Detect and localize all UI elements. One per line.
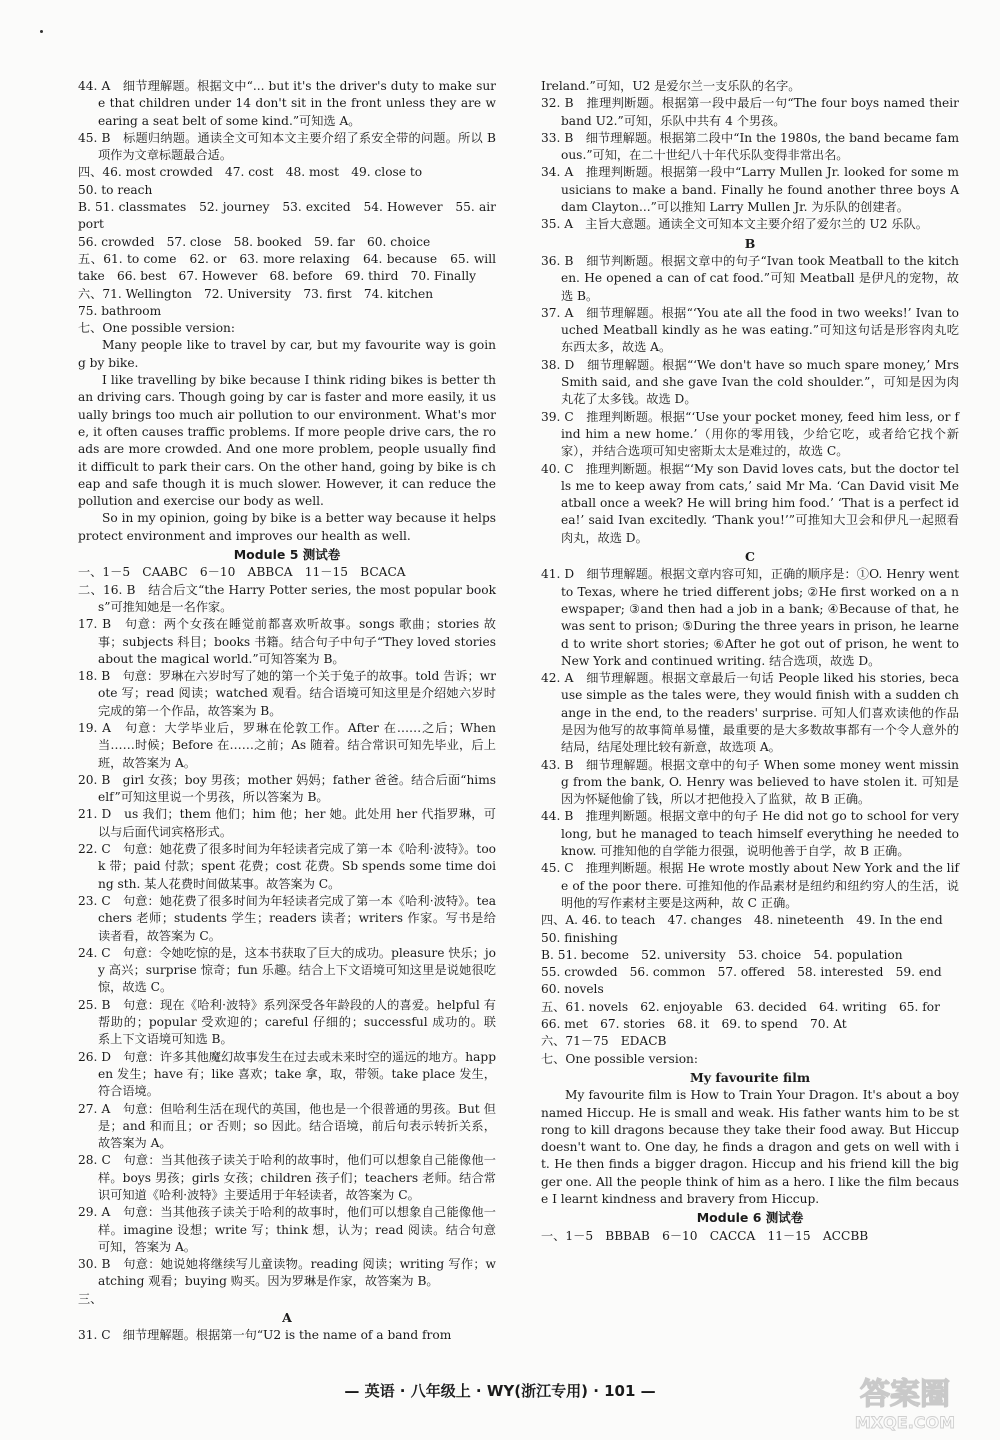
section-7-intro: 七、One possible version: <box>78 321 236 336</box>
m5-section-4-b-end: 60. novels <box>541 982 604 997</box>
answer-30: 30. B 句意：她说她将继续写儿童读物。reading 阅读；writing 写作；watching 观看；buying 购买。因为罗琳是作家，故答案为 B。 <box>78 1257 496 1289</box>
module-5-heading: Module 5 测试卷 <box>233 547 341 563</box>
passage-c-heading: C <box>745 549 755 565</box>
answer-44: 44. A 细节理解题。根据文中“... but it's the driver's duty to make sure that children under 14 don't sit in the front unless they are wearing a seat belt of some kind.”可知选 A。 <box>78 79 496 128</box>
module-6-section-1: 一、1－5 BBBAB 6－10 CACCA 11－15 ACCBB <box>541 1228 869 1243</box>
module-6-heading: Module 6 测试卷 <box>696 1210 804 1226</box>
answer-29: 29. A 句意：当其他孩子读关于哈利的故事时，他们可以想象自己能像他一样。imagine 设想；write 写；think 想，认为；read 阅读。结合句意可知，答案为 A。 <box>78 1205 496 1254</box>
section-4-a: 四、46. most crowded 47. cost 48. most 49. close to <box>78 165 423 180</box>
section-3-label: 三、 <box>78 1291 103 1306</box>
section-5: 五、61. to come 62. or 63. more relaxing 64. because 65. will take 66. best 67. However 68. before 69. third 70. Finally <box>78 251 496 284</box>
answer-21: 21. D us 我们；them 他们；him 他；her 她。此处用 her 代指罗琳，可以与后面代词宾格形式。 <box>78 807 496 839</box>
film-essay: My favourite film is How to Train Your Dragon. It's about a boy named Hiccup. He is small and weak. His father wants him to be strong to kill dragons because they take their food away. But Hiccup doesn't want to. One day, he finds a dragon and gets on well with it. He then finds a bigger dragon. Hiccup and his friend kill the bigger one. All the people think of him as a hero. I like the film because I learnt kindness and bravery from Hiccup. <box>541 1088 959 1206</box>
answer-16: 二、16. B 结合后文“the Harry Potter series, the most popular books”可推知她是一名作家。 <box>78 582 496 614</box>
right-column <box>541 78 959 1245</box>
answer-28: 28. C 句意：当其他孩子读关于哈利的故事时，他们可以想象自己能像他一样。boys 男孩；girls 女孩；children 孩子们；teachers 老师。结合常识可知道《哈利·波特》主要适用于年轻读者，故答案为 C。 <box>78 1153 496 1202</box>
answer-35: 35. A 主旨大意题。通读全文可知本文主要介绍了爱尔兰的 U2 乐队。 <box>541 217 928 232</box>
section-4-b-cont: 56. crowded 57. close 58. booked 59. far 60. choice <box>78 234 431 249</box>
m5-section-4-b-cont: 55. crowded 56. common 57. offered 58. interested 59. end <box>541 965 942 980</box>
m5-section-4-a-cont: 50. finishing <box>541 930 618 945</box>
watermark-logo <box>820 1370 990 1434</box>
answer-32: 32. B 推理判断题。根据第一段中最后一句“The four boys named their band U2.”可知，乐队中共有 4 个男孩。 <box>541 96 959 128</box>
answer-18: 18. B 句意：罗琳在六岁时写了她的第一个关于兔子的故事。told 告诉；wrote 写；read 阅读；watched 观看。结合语境可知这里是介绍她六岁时完成的第一个作品，故答案为 B。 <box>78 669 496 718</box>
answer-40: 40. C 推理判断题。根据“‘My son David loves cats, but the doctor tells me to keep away from cats,’ said Mr Ma. ‘Can David visit Meatball once a week? He will bring him food.’ ‘That is a perfect idea!’ said Ivan excitedly. ‘Thank you!’”可推知大卫会和伊凡一起照看肉丸，故选 D。 <box>541 461 959 545</box>
m5-section-5: 五、61. novels 62. enjoyable 63. decided 64. writing 65. for <box>541 999 940 1014</box>
answer-22: 22. C 句意：她花费了很多时间为年轻读者完成了第一本《哈利·波特》。took 带；paid 付款；spent 花费；cost 花费。Sb spends some time doing sth. 某人花费时间做某事。故答案为 C。 <box>78 842 496 891</box>
passage-b-heading: B <box>744 235 756 251</box>
essay-paragraph-1: Many people like to travel by car, but my favourite way is going by bike. <box>78 338 496 370</box>
answer-38: 38. D 细节理解题。根据“‘We don't have so much spare money,’ Mrs Smith said, and she gave Ivan the cold shoulder.”，可知是因为肉丸花了太多钱。故选 D。 <box>541 357 959 407</box>
answer-20: 20. B girl 女孩；boy 男孩；mother 妈妈；father 爸爸。结合后面“himself”可知这里说一个男孩，所以答案为 B。 <box>78 772 496 805</box>
answer-45: 45. B 标题归纳题。通读全文可知本文主要介绍了系安全带的问题。所以 B 项作为文章标题最合适。 <box>78 130 496 163</box>
answer-37: 37. A 细节理解题。根据“‘You ate all the food in two weeks!’ Ivan touched Meatball kindly as he was eating.”可知这句话是形容肉丸吃东西太多，故选 A。 <box>541 305 959 355</box>
answer-45-m5: 45. C 推理判断题。根据 He wrote mostly about New York and the life of the poor there. 可推知他的作品素材是纽约和纽约穷人的生活，说明他的写作素材主要是这两种，故 C 正确。 <box>541 861 959 910</box>
answer-36: 36. B 细节判断题。根据文章中的句子“Ivan took Meatball to the kitchen. He opened a can of cat food.”可知 Meatball 是伊凡的宠物，故选 B。 <box>541 253 959 303</box>
answer-43: 43. B 细节理解题。根据文章中的句子 When some money went missing from the bank, O. Henry was believed to have stolen it. 可知是因为怀疑他偷了钱，所以才把他投入了监狱，故 B 正确。 <box>541 757 959 807</box>
essay-title: My favourite film <box>689 1069 811 1085</box>
print-speck <box>40 30 43 33</box>
answer-39: 39. C 推理判断题。根据“‘Use your pocket money, feed him less, or find him a new home.’（用你的零用钱，少给它吃，或者给它找个新家），并结合选项可知史密斯太太是难过的，故选 C。 <box>541 409 959 459</box>
m5-section-7-intro: 七、One possible version: <box>541 1051 699 1066</box>
m5-section-4-b: B. 51. become 52. university 53. choice 54. population <box>541 947 903 962</box>
watermark-url: MXQE.COM <box>854 1413 956 1432</box>
m5-section-6: 六、71－75 EDACB <box>541 1034 667 1049</box>
answer-31-cont: Ireland.”可知，U2 是爱尔兰一支乐队的名字。 <box>541 79 801 93</box>
section-4-b: B. 51. classmates 52. journey 53. excited 54. However 55. airport <box>78 200 496 232</box>
answer-17: 17. B 句意：两个女孩在睡觉前都喜欢听故事。songs 歌曲；stories 故事；subjects 科目；books 书籍。结合句子中句子“They loved stories about the magical world.”可知答案为 B。 <box>78 617 496 666</box>
essay-paragraph-2: I like travelling by bike because I think riding bikes is better than driving cars. Though going by car is faster and more easily, it usually brings too much air pollution to our environment. What's more, it often causes traffic problems. If more people drive cars, the roads are more crowded. And one more problem, people usually find it difficult to park their cars. On the other hand, going by bike is cheap and safe though it is much slower. However, it can reduce the pollution and exercise our body as well. <box>78 373 496 509</box>
answer-33: 33. B 细节理解题。根据第二段中“In the 1980s, the band became famous.”可知，在二十世纪八十年代乐队变得非常出名。 <box>541 130 959 163</box>
watermark-text: 答案圈 <box>860 1377 950 1412</box>
section-6-cont: 75. bathroom <box>78 303 162 318</box>
answer-41: 41. D 细节理解题。根据文章内容可知，正确的顺序是：①O. Henry went to Texas, where he tried different jobs; ②He first worked on a newspaper; ③and then had a job in a bank; ④Because of that, he was sent to prison; ⑤During the three years in prison, he learned to write short stories; ⑥After he got out of prison, he went to New York and continued writing. 结合选项，故选 D。 <box>541 567 959 668</box>
m5-section-5-cont: 66. met 67. stories 68. it 69. to spend 70. At <box>541 1017 847 1032</box>
m5-section-4-a: 四、A. 46. to teach 47. changes 48. nineteenth 49. In the end <box>541 913 943 928</box>
answer-26: 26. D 句意：许多其他魔幻故事发生在过去或未来时空的遥远的地方。happen 发生；have 有；like 喜欢；take 拿，取，带领。take place 发生，符合语境。 <box>78 1049 496 1099</box>
answer-27: 27. A 句意：但哈利生活在现代的英国，他也是一个很普通的男孩。But 但是；and 和而且；or 否则；so 因此。结合语境，前后句表示转折关系，故答案为 A。 <box>78 1101 496 1151</box>
answer-19: 19. A 句意：大学毕业后，罗琳在伦敦工作。After 在……之后；When 当……时候；Before 在……之前；As 随着。结合常识可知先毕业，后上班，故答案为 A。 <box>78 720 496 770</box>
page-footer: — 英语 · 八年级上 · WY(浙江专用) · 101 — <box>344 1382 656 1400</box>
passage-a-heading: A <box>282 1310 292 1326</box>
section-6: 六、71. Wellington 72. University 73. first 74. kitchen <box>78 286 434 301</box>
section-4-a-cont: 50. to reach <box>78 182 153 197</box>
answer-42: 42. A 细节理解题。根据文章最后一句话 People liked his stories, because simple as the tales were, they would finish with a sudden change in the end, to the readers' surprise. 可知人们喜欢读他的作品是因为他写的故事简单易懂，最重要的是大多数故事都有一个令人意外的结局，结尾处理比较有新意，故选项 A。 <box>541 671 959 755</box>
answer-25: 25. B 句意：现在《哈利·波特》系列深受各年龄段的人的喜爱。helpful 有帮助的；popular 受欢迎的；careful 仔细的；successful 成功的。联系上下文语境可知选 B。 <box>78 997 496 1047</box>
left-column <box>78 78 496 1345</box>
answer-24: 24. C 句意：令她吃惊的是，这本书获取了巨大的成功。pleasure 快乐；joy 高兴；surprise 惊奇；fun 乐趣。结合上下文语境可知这里是说她很吃惊，故选 C。 <box>78 945 496 995</box>
answer-44-m5: 44. B 推理判断题。根据文章中的句子 He did not go to school for very long, but he managed to teach himself everything he needed to know. 可推知他的自学能力很强，说明他善于自学，故 B 正确。 <box>541 809 959 859</box>
answer-34: 34. A 推理判断题。根据第一段中“Larry Mullen Jr. looked for some musicians to make a band. Finally he found another three boys Adam Clayton...”可以推知 Larry Mullen Jr. 为乐队的创建者。 <box>541 165 959 215</box>
answer-31: 31. C 细节理解题。根据第一句“U2 is the name of a band from <box>78 1328 452 1343</box>
module-5-section-1: 一、1－5 CAABC 6－10 ABBCA 11－15 BCACA <box>78 565 406 580</box>
essay-paragraph-3: So in my opinion, going by bike is a better way because it helps protect environment and improves our health as well. <box>78 511 496 543</box>
answer-23: 23. C 句意：她花费了很多时间为年轻读者完成了第一本《哈利·波特》。teachers 老师；students 学生；readers 读者；writers 作家。写书是给读者看，故答案为 C。 <box>78 893 496 943</box>
